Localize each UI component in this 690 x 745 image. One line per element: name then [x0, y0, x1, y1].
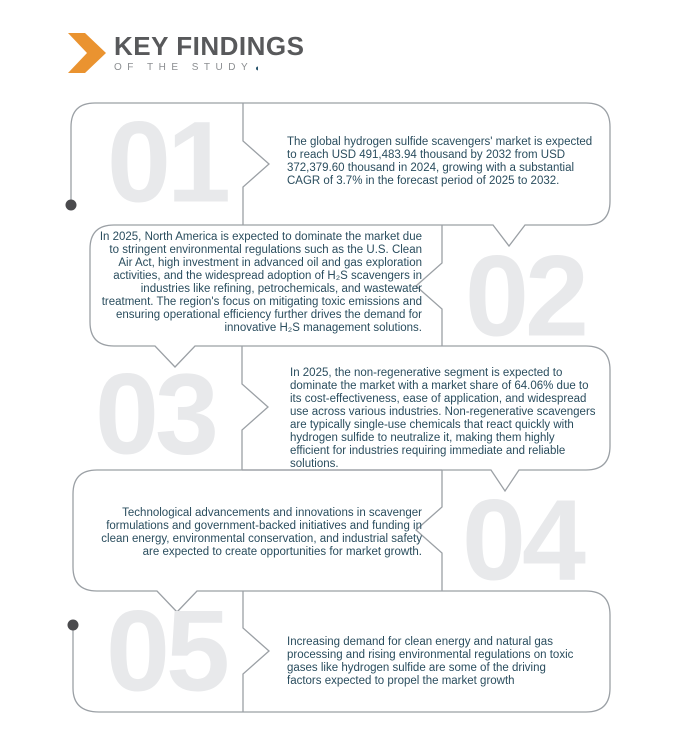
finding-number: 03	[95, 350, 215, 479]
bubble-5-outline	[73, 587, 610, 716]
page-title: KEY FINDINGS	[114, 31, 305, 61]
finding-number: 05	[106, 587, 226, 716]
finding-number: 04	[462, 476, 582, 605]
finding-number: 01	[107, 98, 227, 227]
bubble-3-outline	[242, 346, 610, 491]
bubble-4-divider	[416, 470, 442, 591]
start-dot	[66, 200, 77, 211]
bubble-1-divider	[243, 103, 269, 225]
bubble-4-outline	[73, 470, 586, 612]
finding-text: Increasing demand for clean energy and natural gas processing and rising environmental regulations on toxic gases like hydrogen sulfide are some of the driving factors expected to propel the market growth	[287, 636, 574, 687]
half-circle-left-icon: ◖	[254, 62, 260, 73]
bubble-2-divider	[416, 225, 442, 346]
finding-text: Technological advancements and innovations in scavenger formulations and government-backed initiatives and funding in clean energy, environmental conservation, and industrial safety are expected to create opportunities for market growth.	[101, 507, 422, 558]
bubble-2-outline	[90, 225, 586, 367]
page-subtitle: OF THE STUDY	[114, 62, 254, 73]
finding-text: The global hydrogen sulfide scavengers' market is expected to reach USD 491,483.94 thousand by 2032 from USD 372,379.60 thousand in 2024, growing with a substantial CAGR of 3.7% in the forecast period of 2025 to 2032.	[287, 136, 593, 187]
finding-number: 02	[465, 232, 585, 361]
finding-text: In 2025, North America is expected to dominate the market due to stringent environmental regulations such as the U.S. Clean Air Act, high investment in advanced oil and gas exploration activities, and the widespread adoption of H₂S scavengers in industries like refining, petrochemicals, and wastewater treatment. The region's focus on mitigating toxic emissions and ensuring operational efficiency further drives the demand for innovative H₂S management solutions.	[99, 231, 422, 334]
end-dot	[68, 620, 79, 631]
bubble-3-divider	[242, 346, 268, 470]
bubble-5-divider	[243, 591, 269, 712]
finding-text: In 2025, the non-regenerative segment is expected to dominate the market with a market share of 64.06% due to its cost-effectiveness, ease of application, and widespread use across various industries. Non-regenerative scavengers are typically single-use chemicals that react quickly with hydrogen sulfide to neutralize it, making them highly efficient for industries requiring immediate and reliable solutions.	[290, 367, 596, 470]
